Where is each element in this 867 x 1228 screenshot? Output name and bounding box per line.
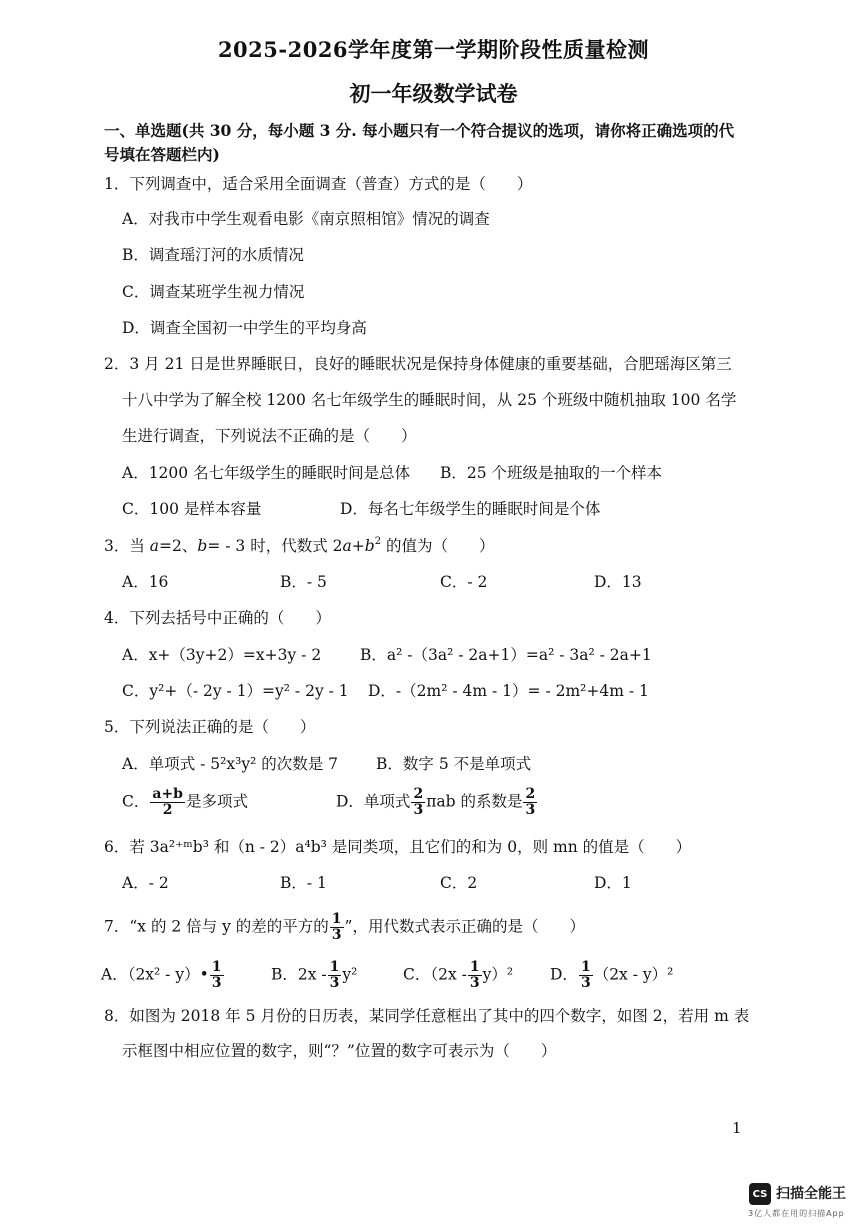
question-2-stem-line-2: 十八中学为了解全校 1200 名七年级学生的睡眠时间，从 25 个班级中随机抽取 100 名学	[122, 391, 737, 409]
question-8-stem-line-2: 示框图中相应位置的数字，则“？”位置的数字可表示为（ ）	[122, 1042, 557, 1060]
q3-var-b: b	[197, 537, 208, 555]
question-6-option-c: C．2	[440, 874, 478, 892]
question-8-stem-line-1: 8．如图为 2018 年 5 月份的日历表，某同学任意框出了其中的四个数字，如图 2，若用 m 表	[104, 1007, 750, 1025]
page-subtitle: 初一年级数学试卷	[349, 81, 518, 106]
fraction-denominator: 3	[580, 975, 591, 991]
question-3-option-a: A．16	[122, 573, 169, 591]
q7-text: ”，用代数式表示正确的是（ ）	[344, 917, 585, 936]
fraction-denominator: 3	[413, 802, 424, 818]
question-4-option-b: B．a² -（3a² - 2a+1）=a² - 3a² - 2a+1	[360, 646, 652, 664]
question-2-stem-line-1: 2．3 月 21 日是世界睡眠日，良好的睡眠状况是保持身体健康的重要基础，合肥瑶海区第三	[104, 355, 732, 373]
question-3-stem	[104, 535, 495, 557]
q3-text: =2、	[159, 537, 198, 555]
q5-c-text: 是多项式	[185, 792, 248, 811]
question-4-option-c: C．y²+（- 2y - 1）=y² - 2y - 1	[122, 682, 349, 700]
q5-d-text: πab 的系数是	[426, 792, 523, 811]
fraction-denominator: 3	[211, 975, 222, 991]
q7-b-text: B．2x -	[271, 965, 327, 984]
q7-d-text: D．	[550, 965, 578, 984]
page-number: 1	[732, 1119, 742, 1137]
question-3-option-d: D．13	[594, 573, 642, 591]
question-3-option-b: B．- 5	[280, 573, 327, 591]
question-2-stem-line-3: 生进行调查，下列说法不正确的是（ ）	[122, 427, 417, 445]
question-7-option-a	[101, 960, 225, 991]
fraction-denominator: 3	[329, 975, 340, 991]
question-2-option-d: D．每名七年级学生的睡眠时间是个体	[340, 500, 601, 518]
question-4-option-a: A．x+（3y+2）=x+3y - 2	[122, 646, 322, 664]
question-4-stem: 4．下列去括号中正确的（ ）	[104, 609, 331, 627]
section-heading: 一、单选题(共 30 分，每小题 3 分. 每小题只有一个符合提议的选项，请你将正确选项的代	[104, 121, 735, 140]
fraction-denominator: 2	[162, 802, 173, 818]
q7-d-text: （2x - y）²	[593, 965, 674, 984]
fraction-numerator: 2	[413, 786, 424, 802]
question-1-stem: 1．下列调查中，适合采用全面调查（普查）方式的是（ ）	[104, 175, 533, 193]
question-1-option-c: C．调查某班学生视力情况	[122, 283, 305, 301]
fraction-numerator: 2	[525, 786, 536, 802]
question-2-option-a: A．1200 名七年级学生的睡眠时间是总体	[122, 464, 411, 482]
question-6-option-b: B．- 1	[280, 874, 327, 892]
fraction	[210, 960, 224, 991]
question-2-option-b: B．25 个班级是抽取的一个样本	[440, 464, 663, 482]
camscanner-logo-icon: CS	[749, 1183, 771, 1205]
page-title: 2025-2026学年度第一学期阶段性质量检测	[217, 37, 650, 62]
question-7-option-d	[550, 960, 673, 991]
q7-a-text: A．（2x² - y）•	[101, 965, 209, 984]
fraction-numerator: 1	[331, 911, 342, 927]
question-4-option-d: D．-（2m² - 4m - 1）= - 2m²+4m - 1	[368, 682, 649, 700]
q3-text: = - 3 时，代数式 2	[207, 537, 343, 555]
question-1-option-d: D．调查全国初一中学生的平均身高	[122, 319, 367, 337]
fraction	[523, 787, 537, 818]
question-7-option-c	[403, 960, 513, 991]
q3-text: +	[351, 537, 365, 555]
fraction-numerator: 1	[329, 959, 340, 975]
fraction	[330, 912, 344, 943]
question-5-stem: 5．下列说法正确的是（ ）	[104, 718, 316, 736]
q7-c-text: y）²	[482, 965, 514, 984]
q5-c-label: C．	[122, 792, 150, 811]
q5-d-label: D．单项式	[336, 792, 411, 811]
fraction-numerator: a+b	[152, 786, 183, 802]
question-6-stem: 6．若 3a²⁺ᵐb³ 和（n - 2）a⁴b³ 是同类项，且它们的和为 0，则 mn 的值是（ ）	[104, 838, 692, 856]
q3-var-a: a	[342, 537, 352, 555]
fraction-numerator: 1	[469, 959, 480, 975]
q7-text: 7．“x 的 2 倍与 y 的差的平方的	[104, 917, 329, 936]
question-3-option-c: C．- 2	[440, 573, 488, 591]
scanner-brand: 扫描全能王	[776, 1186, 846, 1202]
fraction	[150, 787, 185, 818]
q3-text: 的值为（ ）	[381, 537, 495, 555]
question-5-option-c	[122, 787, 248, 818]
question-5-option-a: A．单项式 - 5²x³y² 的次数是 7	[122, 755, 339, 773]
question-5-option-b: B．数字 5 不是单项式	[376, 755, 532, 773]
question-1-option-a: A．对我市中学生观看电影《南京照相馆》情况的调查	[122, 210, 490, 228]
q3-var-a: a	[149, 537, 160, 555]
fraction	[328, 960, 342, 991]
question-1-option-b: B．调查瑶汀河的水质情况	[122, 246, 304, 264]
question-7-option-b	[271, 960, 357, 991]
q3-var-b: b	[364, 537, 375, 555]
q7-b-text: y²	[342, 965, 358, 984]
question-5-option-d	[336, 787, 538, 818]
question-6-option-a: A．- 2	[122, 874, 169, 892]
section-heading-cont: 号填在答题栏内)	[104, 145, 220, 164]
question-2-option-c: C．100 是样本容量	[122, 500, 262, 518]
fraction-denominator: 3	[525, 802, 536, 818]
fraction-numerator: 1	[211, 959, 222, 975]
q3-text: 3．当	[104, 537, 150, 555]
fraction-denominator: 3	[331, 927, 342, 943]
fraction-denominator: 3	[469, 975, 480, 991]
question-7-stem	[104, 912, 585, 943]
fraction-numerator: 1	[580, 959, 591, 975]
scanner-tagline: 3亿人都在用的扫描App	[748, 1209, 845, 1218]
fraction	[579, 960, 593, 991]
fraction	[468, 960, 482, 991]
fraction	[411, 787, 425, 818]
q3-exponent: 2	[374, 535, 382, 547]
q7-c-text: C．（2x -	[403, 965, 467, 984]
question-6-option-d: D．1	[594, 874, 632, 892]
